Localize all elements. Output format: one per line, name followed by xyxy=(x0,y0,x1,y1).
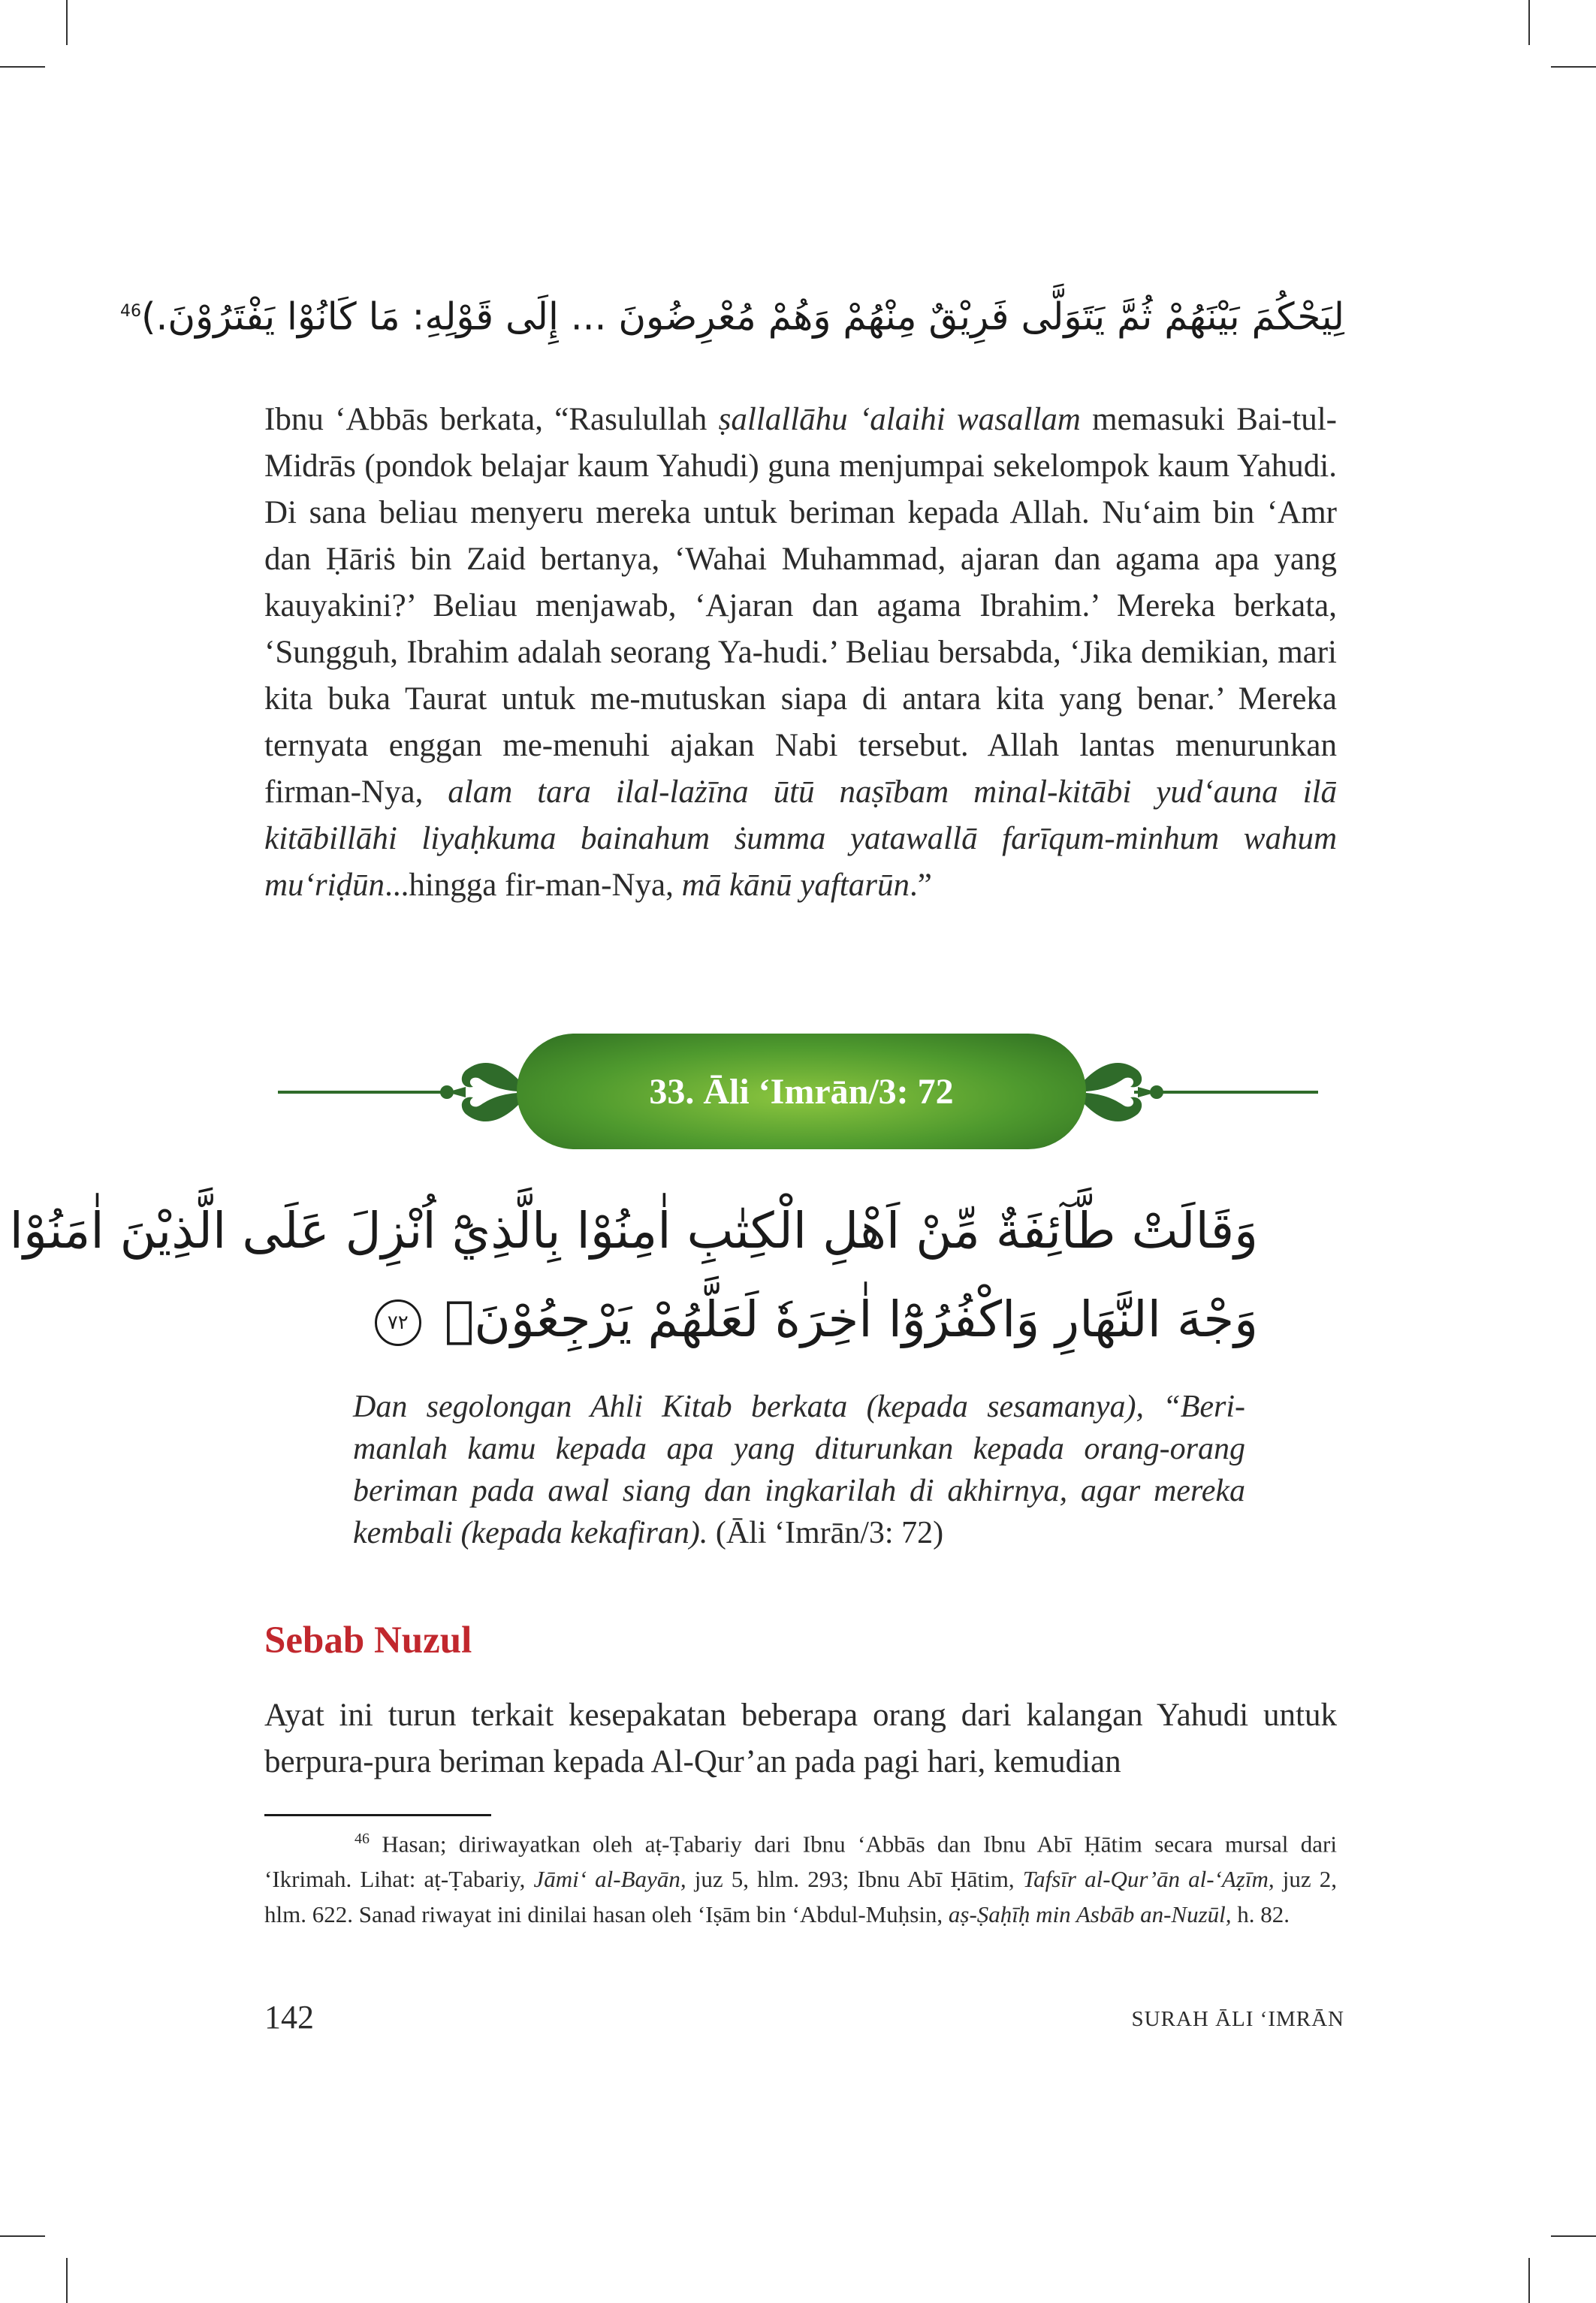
footnote-title: Tafsīr al-Qur’ān al-‘Aẓīm, xyxy=(1022,1866,1275,1893)
translation-reference: (Āli ‘Imrān/3: 72) xyxy=(707,1516,944,1550)
crop-mark xyxy=(0,2235,45,2237)
page-number: 142 xyxy=(264,1999,314,2036)
footnote-text: juz 2, hlm. 622. Sanad riwayat ini dinilai hasan oleh ‘Iṣām bin ‘Abdul-Muḥsin, xyxy=(264,1866,1338,1928)
paragraph-text: ...hingga fir-man-Nya, xyxy=(385,868,682,903)
paragraph-italic: ṣallallāhu ‘alaihi wasallam xyxy=(718,402,1081,437)
running-footer: SURAH ĀLI ‘IMRĀN xyxy=(1131,2007,1344,2031)
crop-mark xyxy=(66,0,68,45)
footnote-title: aṣ-Ṣaḥīḥ min Asbāb an-Nuzūl, xyxy=(948,1901,1232,1928)
footnote-text: Hasan; diriwayatkan oleh aṭ-Ṭabariy dari Ibnu ‘Abbās dan Ibnu Abī Ḥātim secara mursal dari ‘Ikrimah. Lihat: aṭ-Ṭabariy, xyxy=(264,1831,1337,1893)
footnote-title: Jāmi‘ al-Bayān, xyxy=(533,1866,686,1893)
translation-text: Dan segolongan Ahli Kitab berkata (kepada sesamanya), “Beri-manlah kamu kepada apa yang diturunkan kepada orang-orang beriman pada awal siang dan ingkarilah di akhirnya, agar mereka kembali (kepada kekafiran). xyxy=(353,1390,1245,1550)
paragraph-text: memasuki Bai-tul-Midrās (pondok belajar kaum Yahudi) guna menjumpai sekelompok kaum Yahudi. Di sana beliau menyeru mereka untuk beriman kepada Allah. Nu‘aim bin ‘Amr dan Ḥāriṡ bin Zaid bertanya, ‘Wahai Muhammad, ajaran dan agama apa yang kauyakini?’ Beliau menjawab, ‘Ajaran dan agama Ibrahim.’ Mereka berkata, ‘Sungguh, Ibrahim adalah seorang Ya-hudi.’ Beliau bersabda, ‘Jika demikian, mari kita buka Taurat untuk me-mutuskan siapa di antara kita yang benar.’ Mereka ternyata enggan me-menuhi ajakan Nabi tersebut. Allah lantas menurunkan firman-Nya, xyxy=(264,402,1337,810)
crop-mark xyxy=(0,66,45,68)
footnote-text: juz 5, hlm. 293; Ibnu Abī Ḥātim, xyxy=(686,1866,1023,1893)
footnote-divider xyxy=(264,1814,491,1816)
footnote-number: 46 xyxy=(354,1831,370,1847)
paragraph-italic: mā kānū yaftarūn xyxy=(681,868,910,903)
paragraph-italic: alam tara ilal-lażīna ūtū naṣībam minal-kitābi yud‘auna ilā kitābillāhi liyaḥkuma bainahum ṡumma yatawallā farīqum-minhum wahum mu‘riḍūn xyxy=(264,774,1338,903)
verse-line-2 xyxy=(342,1290,1258,1348)
verse-line-2-text: وَجْهَ النَّهَارِ وَاكْفُرُوْٓا اٰخِرَهٗ لَعَلَّهُمْ يَرْجِعُوْنَۚ xyxy=(444,1290,1258,1348)
crop-mark xyxy=(1528,0,1530,45)
crop-mark xyxy=(1551,66,1596,68)
paragraph-text: .” xyxy=(910,868,932,903)
section-heading: Sebab Nuzul xyxy=(264,1619,472,1662)
arabic-quote-text: لِيَحْكُمَ بَيْنَهُمْ ثُمَّ يَتَوَلَّى فَرِيْقٌ مِنْهُمْ وَهُمْ مُعْرِضُونَ ... إِلَى قَوْلِهِ: مَا كَانُوْا يَفْتَرُوْنَ.) xyxy=(141,294,1344,339)
footnote-marker: 46 xyxy=(120,302,142,321)
ornament-left-icon xyxy=(432,1048,529,1136)
footnote xyxy=(264,1822,1337,1932)
sebab-nuzul-paragraph: Ayat ini turun terkait kesepakatan beberapa orang dari kalangan Yahudi untuk berpura-pura beriman kepada Al-Qur’an pada pagi hari, kemudian xyxy=(264,1698,1337,1779)
footnote-text: h. 82. xyxy=(1231,1901,1290,1928)
crop-mark xyxy=(1528,2258,1530,2303)
narration-paragraph xyxy=(264,397,1337,909)
ayah-number-icon: ٧٢ xyxy=(375,1299,421,1346)
arabic-quote xyxy=(120,278,1344,351)
ornament-right-icon xyxy=(1074,1048,1172,1136)
crop-mark xyxy=(1551,2235,1596,2237)
paragraph-text: Ibnu ‘Abbās berkata, “Rasulullah xyxy=(264,402,719,437)
verse-translation xyxy=(353,1386,1245,1554)
verse-line-1: وَقَالَتْ طَّآئِفَةٌ مِّنْ اَهْلِ الْكِتٰبِ اٰمِنُوْا بِالَّذِيْٓ اُنْزِلَ عَلَى الَّذِيْنَ اٰمَنُوْا xyxy=(9,1202,1258,1260)
section-chip xyxy=(517,1034,1086,1149)
section-chip-label: 33. Āli ‘Imrān/3: 72 xyxy=(649,1071,954,1112)
crop-mark xyxy=(66,2258,68,2303)
